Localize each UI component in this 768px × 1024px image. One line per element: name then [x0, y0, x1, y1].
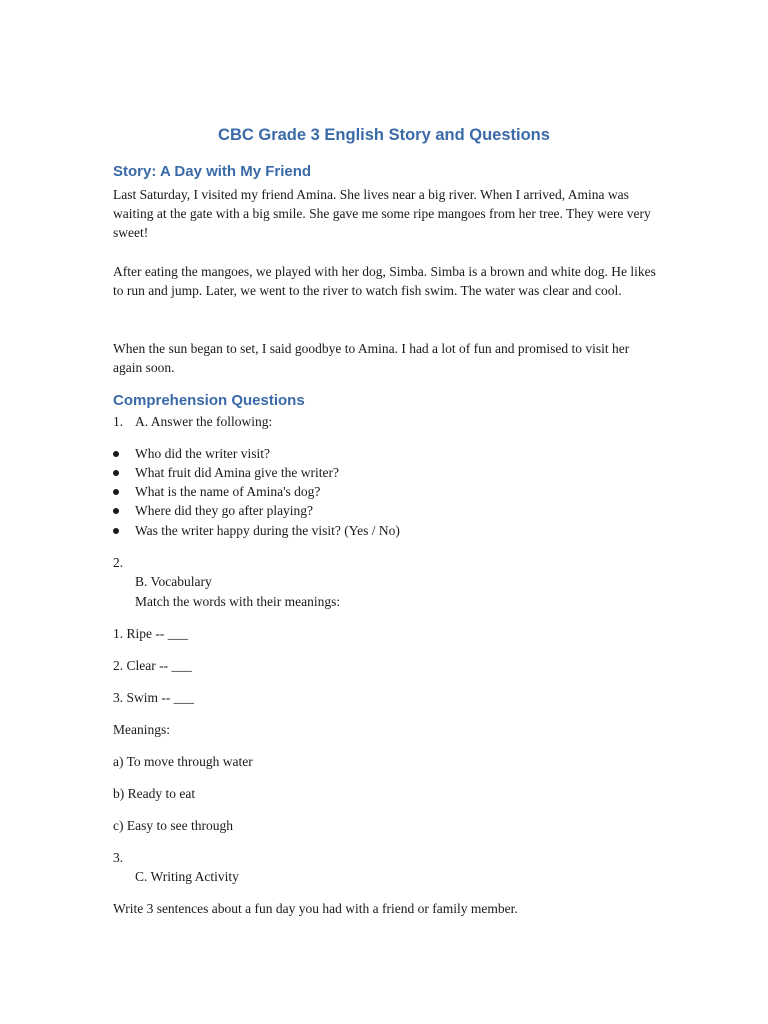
bullet-icon	[113, 451, 119, 457]
question-text: Who did the writer visit?	[135, 446, 270, 461]
story-paragraph-3: When the sun began to set, I said goodbye to Amina. I had a lot of fun and promised to visit her again soon.	[113, 341, 630, 376]
meaning-item: b) Ready to eat	[113, 786, 196, 801]
question-3-instruction: Write 3 sentences about a fun day you had with a friend or family member.	[113, 901, 518, 916]
bullet-icon	[113, 489, 119, 495]
story-paragraph-1: Last Saturday, I visited my friend Amina. She lives near a big river. When I arrived, Amina was waiting at the gate with a big smile. She gave me some ripe mangoes from her tree. They were very sweet!	[113, 187, 651, 241]
question-1-label: A. Answer the following:	[135, 414, 273, 429]
question-text: Was the writer happy during the visit? (Yes / No)	[135, 523, 400, 538]
question-3-label: C. Writing Activity	[135, 869, 239, 884]
comprehension-heading: Comprehension Questions	[113, 392, 305, 409]
vocab-item: 2. Clear -- ___	[113, 658, 192, 673]
document-title: CBC Grade 3 English Story and Questions	[218, 126, 550, 144]
question-text: Where did they go after playing?	[135, 503, 314, 518]
story-heading: Story: A Day with My Friend	[113, 163, 312, 180]
bullet-icon	[113, 470, 119, 476]
vocab-item: 3. Swim -- ___	[113, 690, 194, 705]
question-text: What is the name of Amina's dog?	[135, 484, 321, 499]
bullet-icon	[113, 508, 119, 514]
story-paragraph-2: After eating the mangoes, we played with her dog, Simba. Simba is a brown and white dog. He likes to run and jump. Later, we went to the river to watch fish swim. The water was clear and cool.	[113, 264, 656, 299]
question-2-number: 2.	[113, 555, 124, 570]
question-2-instruction: Match the words with their meanings:	[135, 594, 341, 609]
bullet-icon	[113, 528, 119, 534]
question-3-number: 3.	[113, 850, 124, 865]
question-2-label: B. Vocabulary	[135, 574, 212, 589]
question-1-number: 1.	[113, 414, 124, 429]
meaning-item: c) Easy to see through	[113, 818, 233, 833]
meanings-label: Meanings:	[113, 722, 170, 737]
meaning-item: a) To move through water	[113, 754, 253, 769]
question-text: What fruit did Amina give the writer?	[135, 465, 339, 480]
vocab-item: 1. Ripe -- ___	[113, 626, 188, 641]
